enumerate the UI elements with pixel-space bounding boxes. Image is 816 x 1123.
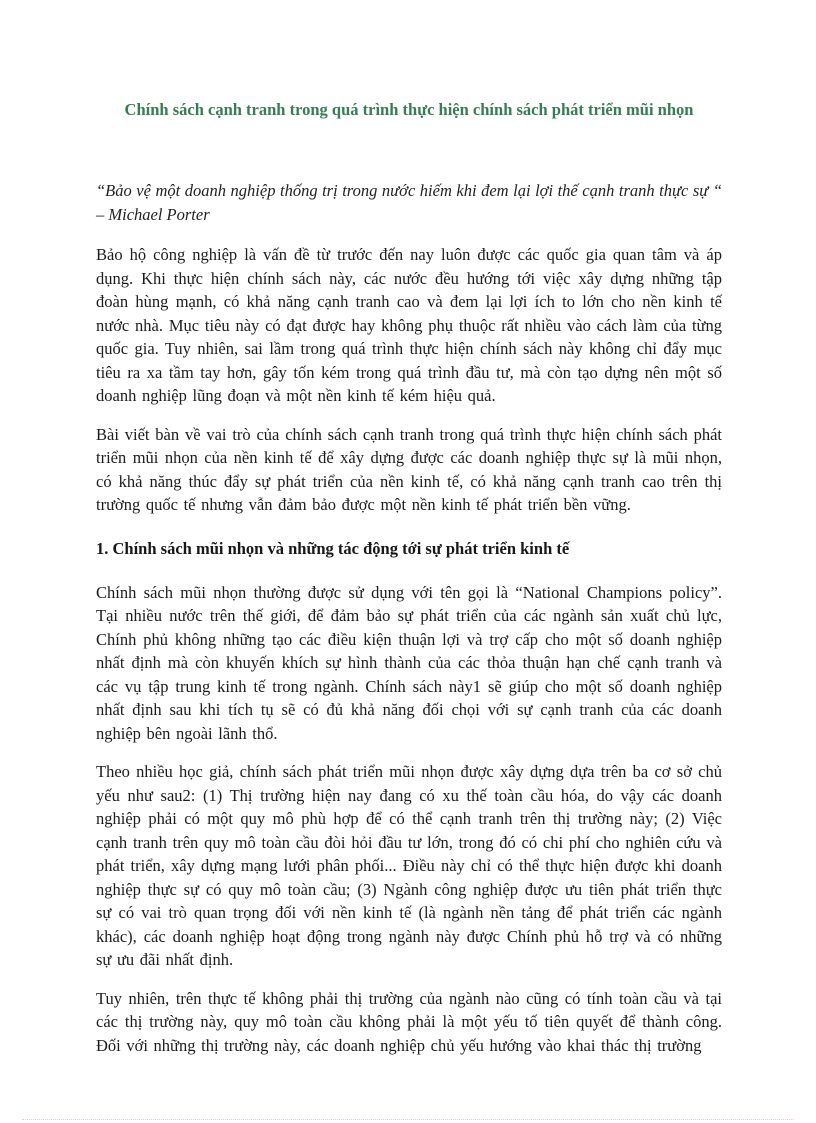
document-content	[96, 99, 722, 1072]
document-title: Chính sách cạnh tranh trong quá trình thực hiện chính sách phát triển mũi nhọn	[124, 100, 694, 119]
epigraph-quote: “Bảo vệ một doanh nghiệp thống trị trong nước hiếm khi đem lại lợi thế cạnh tranh thực sự “ – Michael Porter	[96, 181, 722, 224]
section-1-paragraph-1: Chính sách mũi nhọn thường được sử dụng với tên gọi là “National Champions policy”. Tại nhiều nước trên thế giới, để đảm bảo sự phát triển của các ngành sản xuất chủ lực, Chính phủ không những tạo các điều kiện thuận lợi và trợ cấp cho một số doanh nghiệp nhất định mà còn khuyến khích sự hình thành của các thỏa thuận hạn chế cạnh tranh và các vụ tập trung kinh tế trong ngành. Chính sách này1 sẽ giúp cho một số doanh nghiệp nhất định sau khi tích tụ sẽ có đủ khả năng đối chọi với sự cạnh tranh của các doanh nghiệp bên ngoài lãnh thổ.	[96, 582, 722, 743]
intro-paragraph-1: Bảo hộ công nghiệp là vấn đề từ trước đến nay luôn được các quốc gia quan tâm và áp dụng. Khi thực hiện chính sách này, các nước đều hướng tới việc xây dựng những tập đoàn hùng mạnh, có khả năng cạnh tranh cao và đem lại lợi ích to lớn cho nền kinh tế nước nhà. Mục tiêu này có đạt được hay không phụ thuộc rất nhiều vào cách làm của từng quốc gia. Tuy nhiên, sai lầm trong quá trình thực hiện chính sách này không chỉ đẩy mục tiêu ra xa tầm tay hơn, gây tốn kém trong quá trình đầu tư, mà còn tạo dựng nên một số doanh nghiệp lũng đoạn và một nền kinh tế kém hiệu quả.	[96, 245, 722, 405]
section-1-paragraph-2: Theo nhiều học giả, chính sách phát triển mũi nhọn được xây dựng dựa trên ba cơ sở chủ yếu như sau2: (1) Thị trường hiện nay đang có xu thế toàn cầu hóa, do vậy các doanh nghiệp phải có một quy mô phù hợp để có thể cạnh tranh trên thị trường này; (2) Việc cạnh tranh trên quy mô toàn cầu đòi hỏi đầu tư lớn, trong đó có chi phí cho nghiên cứu và phát triển, xây dựng mạng lưới phân phối... Điều này chỉ có thể thực hiện được khi doanh nghiệp thực sự có quy mô toàn cầu; (3) Ngành công nghiệp được ưu tiên phát triển thực sự có vai trò quan trọng đối với nền kinh tế (là ngành nền tảng để phát triển các ngành khác), các doanh nghiệp hoạt động trong ngành này được Chính phủ hỗ trợ và có những sự ưu đãi nhất định.	[96, 762, 722, 969]
intro-paragraph-2: Bài viết bàn về vai trò của chính sách cạnh tranh trong quá trình thực hiện chính sách phát triển mũi nhọn của nền kinh tế để xây dựng được các doanh nghiệp thực sự là mũi nhọn, có khả năng thúc đẩy sự phát triển của nền kinh tế, có khả năng cạnh tranh cao trên thị trường quốc tế nhưng vẫn đảm bảo được một nền kinh tế phát triển bền vững.	[96, 424, 722, 514]
page-break-dotted-line	[22, 1119, 794, 1120]
section-1-heading: 1. Chính sách mũi nhọn và những tác động tới sự phát triển kinh tế	[96, 538, 570, 558]
section-1-paragraph-3: Tuy nhiên, trên thực tế không phải thị trường của ngành nào cũng có tính toàn cầu và tại các thị trường này, quy mô toàn cầu không phải là một yếu tố tiên quyết để thành công. Đối với những thị trường này, các doanh nghiệp chủ yếu hướng vào khai thác thị trường	[96, 988, 722, 1055]
